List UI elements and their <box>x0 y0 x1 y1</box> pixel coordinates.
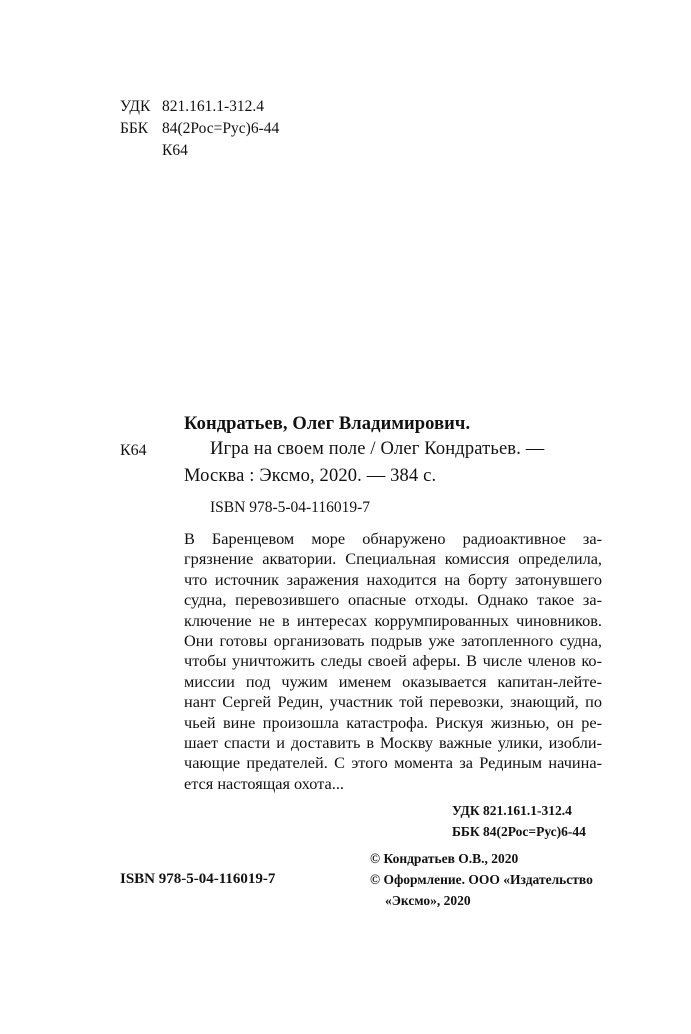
cutter-code-top: К64 <box>162 142 188 159</box>
classification-codes-top <box>120 96 279 162</box>
copyright-author: © Кондратьев О.В., 2020 <box>370 851 519 866</box>
copyright-block <box>370 848 593 911</box>
bbk-value: 84(2Рос=Рус)6-44 <box>162 120 280 137</box>
title-line-2: Москва : Эксмо, 2020. — 384 с. <box>184 466 437 486</box>
annotation-paragraph <box>184 529 602 794</box>
annotation-line: Они готовы организовать подрыв уже затопленного судна, <box>184 630 602 650</box>
annotation-line: чьей вине произошла катастрофа. Рискуя жизнью, он ре- <box>184 712 602 732</box>
annotation-line: чающие предателей. С этого момента за Рединым начина- <box>184 753 602 773</box>
annotation-line: нант Сергей Редин, участник той перевозки, знающий, по <box>184 692 602 712</box>
udk-label: УДК <box>120 98 151 115</box>
annotation-line: судна, перевозившего опасные отходы. Однако такое за- <box>184 590 602 610</box>
annotation-line: что источник заражения находится на борту затонувшего <box>184 569 602 589</box>
udk-bottom: УДК 821.161.1-312.4 <box>452 803 572 818</box>
annotation-line: ется настоящая охота... <box>184 773 344 793</box>
annotation-line: чтобы уничтожить следы своей аферы. В числе членов ко- <box>184 651 602 671</box>
isbn-bottom: ISBN 978-5-04-116019-7 <box>120 871 276 887</box>
isbn-record: ISBN 978-5-04-116019-7 <box>210 499 371 516</box>
author-heading: Кондратьев, Олег Владимирович. <box>184 414 471 434</box>
annotation-line: В Баренцевом море обнаружено радиоактивное за- <box>184 529 602 548</box>
title-line-1: Игра на своем поле / Олег Кондратьев. — <box>210 439 545 459</box>
annotation-line: грязнение акватории. Специальная комиссия определила, <box>184 549 602 569</box>
classification-codes-bottom <box>452 800 586 842</box>
udk-row <box>120 96 279 118</box>
copyright-design-line-2: «Эксмо», 2020 <box>385 893 471 908</box>
udk-value: 821.161.1-312.4 <box>162 98 265 115</box>
copyright-design-line-1: © Оформление. ООО «Издательство <box>370 872 593 887</box>
annotation-line: миссии под чужим именем оказывается капитан-лейте- <box>184 671 602 691</box>
bbk-row <box>120 118 279 140</box>
annotation-line: ключение не в интересах коррумпированных чиновников. <box>184 610 602 630</box>
bbk-label: ББК <box>120 120 149 137</box>
bbk-bottom: ББК 84(2Рос=Рус)6-44 <box>452 824 586 839</box>
cutter-code: К64 <box>120 442 147 459</box>
annotation-line: шает спасти и доставить в Москву важные улики, изобли- <box>184 732 602 752</box>
